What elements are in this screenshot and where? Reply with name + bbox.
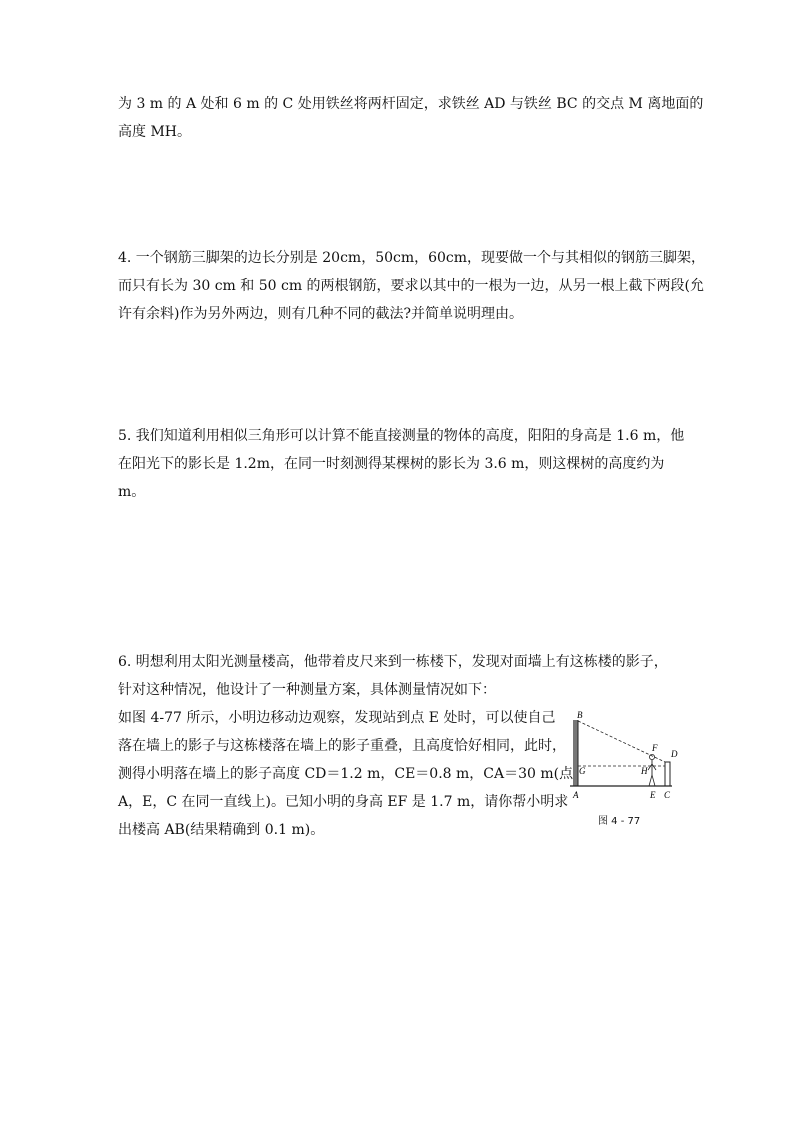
- label-A: A: [573, 790, 579, 800]
- building-wall: [573, 720, 578, 786]
- question-3-continuation: [118, 90, 704, 146]
- text-line: 5. 我们知道利用相似三角形可以计算不能直接测量的物体的高度，阳阳的身高是 1.6 m，他: [118, 428, 685, 444]
- text-line: 针对这种情况，他设计了一种测量方案，具体测量情况如下：: [118, 682, 496, 698]
- text-line: m。: [118, 484, 146, 500]
- opposite-wall: [665, 762, 670, 786]
- text-line: 高度 MH。: [118, 124, 191, 140]
- label-F: F: [652, 743, 658, 753]
- text-line: 落在墙上的影子与这栋楼落在墙上的影子重叠，且高度恰好相同，此时，: [118, 738, 566, 754]
- person-figure: [648, 754, 656, 786]
- label-G: G: [579, 766, 586, 776]
- text-line: 许有余料)作为另外两边，则有几种不同的截法?并简单说明理由。: [118, 306, 523, 322]
- question-5: [118, 422, 690, 506]
- text-line: A，E，C 在同一直线上)。已知小明的身高 EF 是 1.7 m，请你帮小明求: [118, 794, 569, 810]
- text-line: 4. 一个钢筋三脚架的边长分别是 20cm，50cm，60cm，现要做一个与其相似的钢筋三脚架，: [118, 250, 706, 266]
- label-E: E: [650, 790, 656, 800]
- label-B: B: [577, 710, 583, 720]
- text-line: 测得小明落在墙上的影子高度 CD＝1.2 m，CE＝0.8 m，CA＝30 m(点: [118, 766, 574, 782]
- figure-caption: 图 4 - 77: [598, 816, 641, 827]
- label-C: C: [664, 790, 671, 800]
- sun-ray: [578, 721, 665, 762]
- question-6-intro: [118, 648, 690, 704]
- text-line: 6. 明想利用太阳光测量楼高，他带着皮尺来到一栋楼下，发现对面墙上有这栋楼的影子，: [118, 654, 668, 670]
- text-line: 如图 4-77 所示，小明边移动边观察，发现站到点 E 处时，可以使自己: [118, 710, 556, 726]
- text-line: 为 3 m 的 A 处和 6 m 的 C 处用铁丝将两杆固定，求铁丝 AD 与铁丝 BC 的交点 M 离地面的: [118, 96, 704, 112]
- question-6-body: [118, 704, 574, 844]
- text-line: 出楼高 AB(结果精确到 0.1 m)。: [118, 822, 325, 838]
- label-H: H: [641, 766, 648, 776]
- question-4: [118, 244, 706, 328]
- text-line: 在阳光下的影长是 1.2m，在同一时刻测得某棵树的影长为 3.6 m，则这棵树的高度约为: [118, 456, 665, 472]
- text-line: 而只有长为 30 cm 和 50 cm 的两根钢筋，要求以其中的一根为一边，从另一根上截下两段(允: [118, 278, 705, 294]
- label-D: D: [671, 749, 678, 759]
- geometry-diagram: [568, 706, 688, 816]
